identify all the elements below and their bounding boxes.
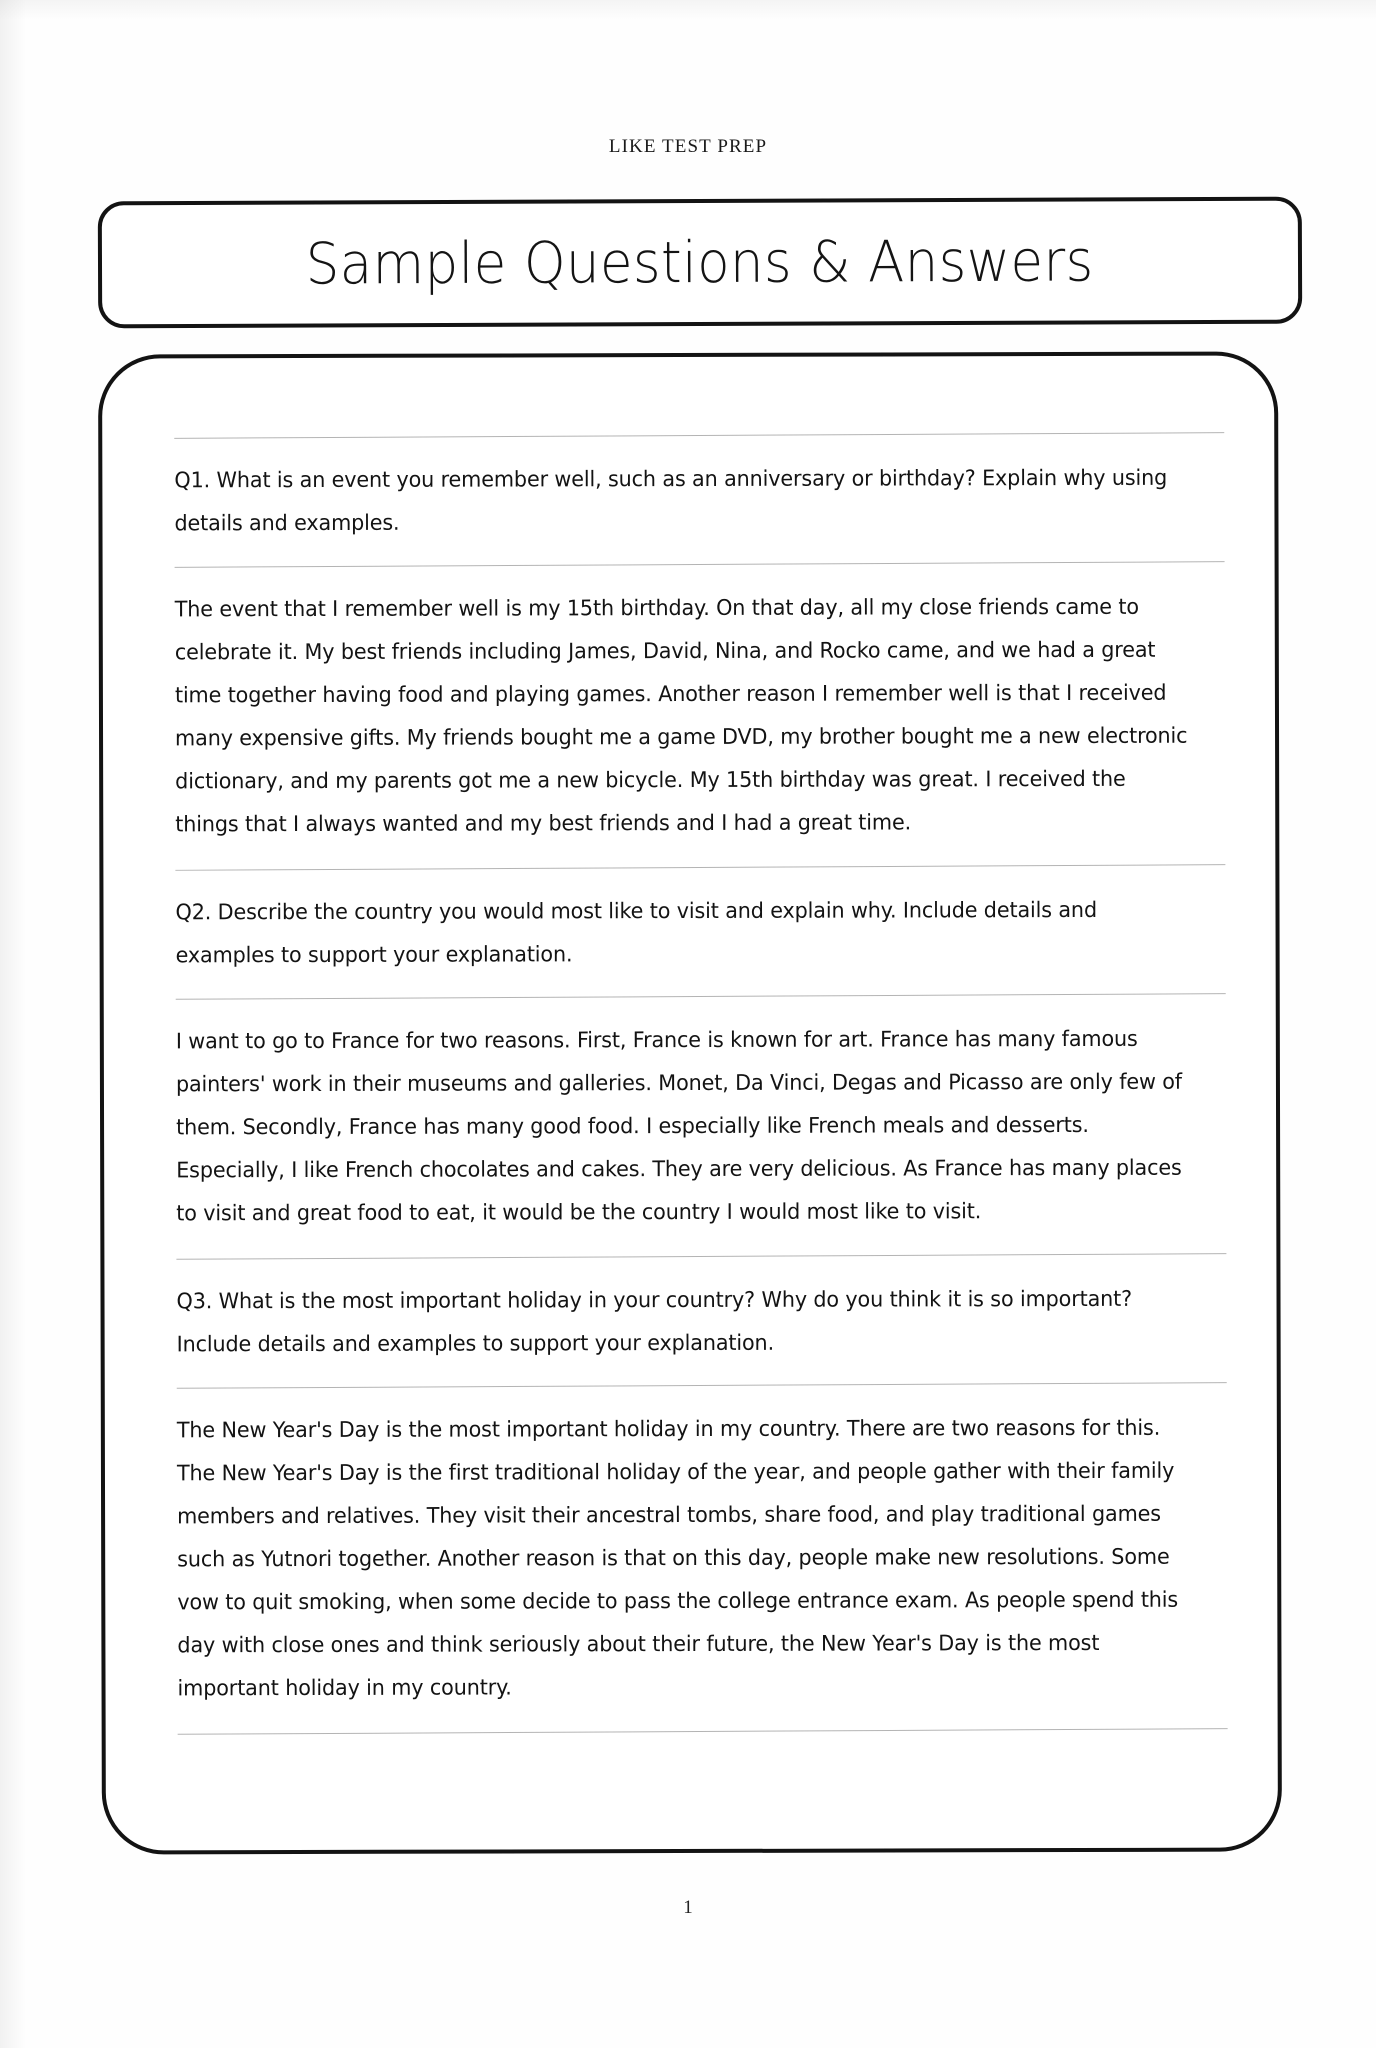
page-title: Sample Questions & Answers [305,227,1095,298]
qa-block [176,1255,1227,1711]
divider [178,1728,1228,1735]
scan-shading-top [0,0,1376,20]
content-box [98,351,1282,1854]
question-text: Q1. What is an event you remember well, such as an anniversary or birthday? Explain why using details and examples. [174,465,1168,537]
page-number: 1 [683,1897,693,1918]
divider [174,432,1224,439]
question-text: Q2. Describe the country you would most like to visit and explain why. Include details and examples to support your explanation. [175,897,1097,969]
scan-shading-left [0,0,26,2048]
question-text: Q3. What is the most important holiday in your country? Why do you think it is so important? Include details and examples to support your explanation. [176,1286,1133,1358]
answer-text: The event that I remember well is my 15th birthday. On that day, all my close friends came to celebrate it. My best friends including James, David, Nina, and Rocko came, and we had a great time together having food and playing games. Another reason I remember well is that I received many expensive gifts. My friends bought me a game DVD, my brother bought me a new electronic dictionary, and my parents got me a new bicycle. My 15th birthday was great. I received the things that I always wanted and my best friends and I had a great time. [174,594,1188,838]
qa-block [175,866,1226,1236]
qa-block [174,434,1225,847]
divider [176,993,1226,1000]
divider [177,1382,1227,1389]
divider [176,1253,1226,1260]
divider [175,561,1225,568]
answer-text: The New Year's Day is the most important holiday in my country. There are two reasons for this. The New Year's Day is the first traditional holiday of the year, and people gather with their family members and relatives. They visit their ancestral tombs, share food, and play traditional games such as Yutnori together. Another reason is that on this day, people make new resolutions. Some vow to quit smoking, when some decide to pass the college entrance exam. As people spend this day with close ones and think seriously about their future, the New Year's Day is the most important holiday in my country. [176,1415,1179,1702]
answer-text: I want to go to France for two reasons. First, France is known for art. France has many famous painters' work in their museums and galleries. Monet, Da Vinci, Degas and Picasso are only few of them. Secondly, France has many good food. I especially like French meals and desserts. Especially, I like French chocolates and cakes. They are very delicious. As France has many places to visit and great food to eat, it would be the country I would most like to visit. [175,1026,1182,1227]
title-box [98,197,1302,329]
divider [175,864,1225,871]
running-header: LIKE TEST PREP [608,136,768,157]
content-list [174,434,1227,1756]
